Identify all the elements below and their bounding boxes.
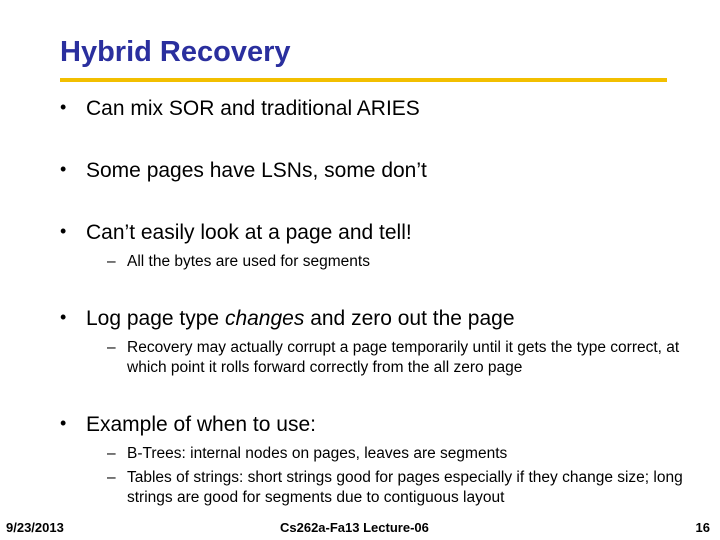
- footer-date: 9/23/2013: [6, 520, 64, 535]
- bullet-item: [60, 221, 412, 245]
- sub-bullet-marker: –: [107, 339, 116, 356]
- bullet-text-start: Log page type: [86, 307, 225, 330]
- sub-bullet-item: [107, 338, 692, 378]
- title-underline: [60, 78, 667, 82]
- bullet-text-end: and zero out the page: [304, 307, 515, 330]
- sub-bullet-text: Recovery may actually corrupt a page temporarily until it gets the type correct, at which point it rolls forward correctly from the all zero page: [127, 339, 680, 376]
- bullet-item: [60, 307, 515, 331]
- sub-bullet-text: Tables of strings: short strings good for pages especially if they change size; long strings are good for segments due to contiguous layout: [127, 469, 683, 506]
- bullet-text-emphasis: changes: [224, 307, 305, 330]
- bullet-item: [60, 97, 420, 121]
- sub-bullet-item: [107, 252, 687, 272]
- bullet-marker: •: [60, 221, 67, 241]
- sub-bullet-marker: –: [107, 445, 116, 462]
- sub-bullet-text: B-Trees: internal nodes on pages, leaves are segments: [127, 445, 508, 462]
- sub-bullet-text: All the bytes are used for segments: [127, 253, 370, 270]
- bullet-text: Some pages have LSNs, some don’t: [86, 159, 427, 182]
- bullet-marker: •: [60, 97, 67, 117]
- sub-bullet-marker: –: [107, 253, 116, 270]
- sub-bullet-marker: –: [107, 469, 116, 486]
- page-number: 16: [695, 520, 710, 535]
- bullet-marker: •: [60, 159, 67, 179]
- bullet-text: Example of when to use:: [86, 413, 316, 436]
- bullet-marker: •: [60, 413, 67, 433]
- bullet-marker: •: [60, 307, 67, 327]
- footer-course: Cs262a-Fa13 Lecture-06: [280, 520, 429, 535]
- sub-bullet-item: [107, 444, 707, 464]
- bullet-item: [60, 159, 427, 183]
- sub-bullet-item: [107, 468, 702, 508]
- bullet-text: Can mix SOR and traditional ARIES: [86, 97, 420, 120]
- bullet-item: [60, 413, 316, 437]
- bullet-text: Can’t easily look at a page and tell!: [86, 221, 412, 244]
- slide-title: Hybrid Recovery: [60, 36, 291, 68]
